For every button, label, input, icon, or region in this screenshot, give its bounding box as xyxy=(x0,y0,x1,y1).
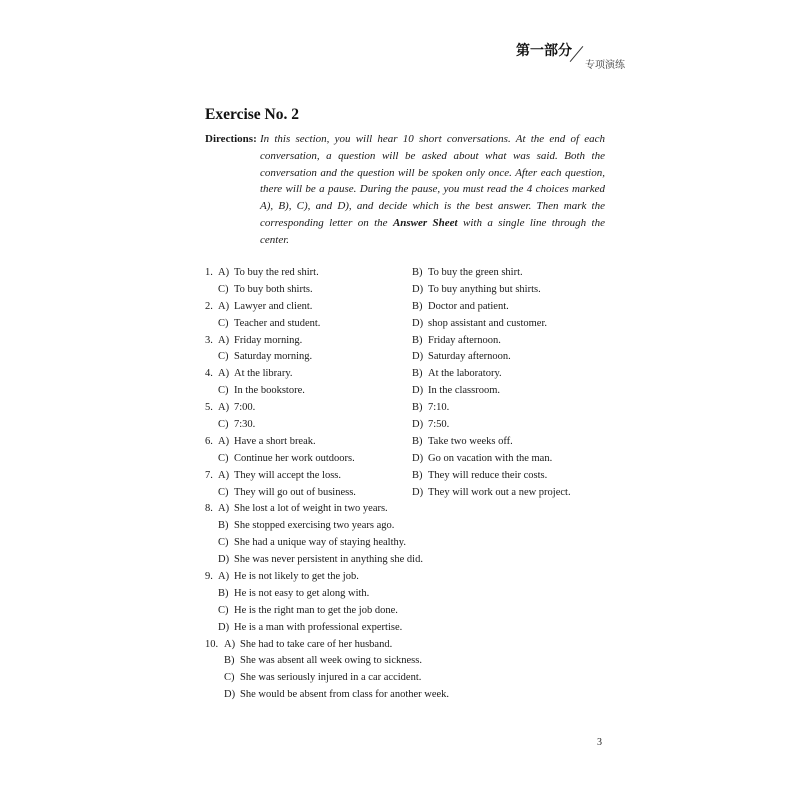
question-2-row-1 xyxy=(205,299,625,316)
question-number: 7. xyxy=(205,469,213,481)
page-number: 3 xyxy=(597,737,602,748)
question-1-row-1 xyxy=(205,265,625,282)
question-4-row-1 xyxy=(205,366,625,383)
option-d: D) 7:50. xyxy=(412,419,450,431)
option-a: A) Lawyer and client. xyxy=(218,300,313,312)
option-c: C) He is the right man to get the job done. xyxy=(218,604,398,616)
exercise-title: Exercise No. 2 xyxy=(205,106,299,123)
question-number: 1. xyxy=(205,267,213,278)
option-d: D) He is a man with professional expertise. xyxy=(218,621,403,633)
question-number: 5. xyxy=(205,402,213,414)
question-5-row-1 xyxy=(205,400,625,417)
option-c: C) Continue her work outdoors. xyxy=(218,452,355,464)
option-d: D) Go on vacation with the man. xyxy=(412,452,553,464)
option-b: B) She stopped exercising two years ago. xyxy=(218,520,395,532)
question-number: 3. xyxy=(205,334,213,346)
question-10-option-b-row xyxy=(205,653,625,670)
option-b: B) At the laboratory. xyxy=(412,368,502,380)
question-2-row-2 xyxy=(205,316,625,333)
option-c: C) They will go out of business. xyxy=(218,486,356,498)
question-6-row-2 xyxy=(205,451,625,468)
directions-label: Directions: xyxy=(205,133,257,145)
option-c: C) To buy both shirts. xyxy=(218,283,313,295)
question-number: 9. xyxy=(205,571,213,583)
question-8-option-b-row xyxy=(205,518,625,535)
question-number: 4. xyxy=(205,368,213,380)
question-7-row-1 xyxy=(205,468,625,485)
question-4-row-2 xyxy=(205,383,625,400)
option-c: C) 7:30. xyxy=(218,419,256,431)
option-d: D) In the classroom. xyxy=(412,385,501,397)
option-b: B) They will reduce their costs. xyxy=(412,469,548,481)
option-b: B) She was absent all week owing to sickness. xyxy=(224,655,422,667)
option-a: A) Friday morning. xyxy=(218,334,303,346)
option-a: A) 7:00. xyxy=(218,402,256,414)
section-subtitle: 专项演练 xyxy=(585,60,625,71)
option-a: A) He is not likely to get the job. xyxy=(218,571,359,583)
question-number: 2. xyxy=(205,300,213,312)
question-list xyxy=(205,265,625,704)
option-c: C) Saturday morning. xyxy=(218,351,313,363)
question-10-option-c-row xyxy=(205,670,625,687)
option-d: D) To buy anything but shirts. xyxy=(412,283,541,295)
question-9-option-c-row xyxy=(205,603,625,620)
option-d: D) shop assistant and customer. xyxy=(412,317,547,329)
option-a: A) She had to take care of her husband. xyxy=(224,638,393,650)
option-d: D) She would be absent from class for another week. xyxy=(224,689,450,701)
option-a: A) At the library. xyxy=(218,368,293,380)
option-a: A) She lost a lot of weight in two years. xyxy=(218,503,388,515)
question-8-option-c-row xyxy=(205,535,625,552)
option-d: D) They will work out a new project. xyxy=(412,486,571,498)
question-6-row-1 xyxy=(205,434,625,451)
directions-text xyxy=(260,131,605,249)
option-c: C) She was seriously injured in a car accident. xyxy=(224,672,422,684)
answer-sheet-emphasis: Answer Sheet xyxy=(392,216,458,229)
option-b: B) Take two weeks off. xyxy=(412,435,513,447)
question-10-option-d-row xyxy=(205,687,625,704)
question-9-option-d-row xyxy=(205,620,625,637)
option-d: D) Saturday afternoon. xyxy=(412,351,511,363)
directions-text-end: with a single line through the center. xyxy=(260,216,605,246)
question-number: 6. xyxy=(205,435,213,447)
option-b: B) Doctor and patient. xyxy=(412,300,509,312)
question-7-row-2 xyxy=(205,485,625,502)
option-c: C) She had a unique way of staying healthy. xyxy=(218,537,406,549)
option-d: D) She was never persistent in anything she did. xyxy=(218,554,423,566)
question-9-option-b-row xyxy=(205,586,625,603)
option-b: B) Friday afternoon. xyxy=(412,334,501,346)
question-3-row-1 xyxy=(205,333,625,350)
option-a: A) To buy the red shirt. xyxy=(218,267,319,278)
option-b: B) He is not easy to get along with. xyxy=(218,587,370,599)
directions-text-body: In this section, you will hear 10 short conversations. At the end of each conversation, a question will be asked about what was said. Both the conversation and the question will be spoken only once. After each question, there will be a pause. During the pause, you must read the 4 choices marked A), B), C), and D), and decide which is the best answer. Then mark the corresponding letter on the xyxy=(260,133,605,229)
option-b: B) 7:10. xyxy=(412,402,450,414)
question-1-row-2 xyxy=(205,282,625,299)
option-a: A) Have a short break. xyxy=(218,435,316,447)
question-10-option-a-row xyxy=(205,637,625,654)
option-c: C) In the bookstore. xyxy=(218,385,305,397)
question-number: 10. xyxy=(205,638,219,650)
question-8-option-a-row xyxy=(205,501,625,518)
directions-block xyxy=(205,131,605,249)
option-c: C) Teacher and student. xyxy=(218,317,321,329)
question-3-row-2 xyxy=(205,349,625,366)
option-b: B) To buy the green shirt. xyxy=(412,267,523,278)
question-number: 8. xyxy=(205,503,213,515)
option-a: A) They will accept the loss. xyxy=(218,469,342,481)
question-8-option-d-row xyxy=(205,552,625,569)
question-9-option-a-row xyxy=(205,569,625,586)
part-title: 第一部分 xyxy=(516,43,572,59)
question-5-row-2 xyxy=(205,417,625,434)
